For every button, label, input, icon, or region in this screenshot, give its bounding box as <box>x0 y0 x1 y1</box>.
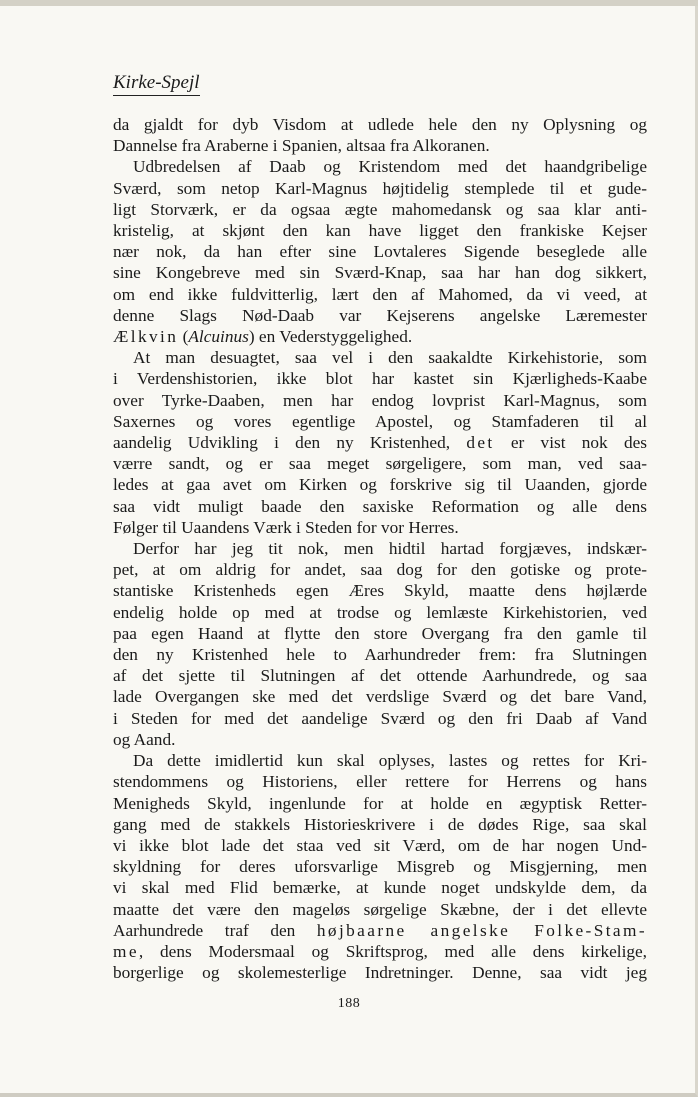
spaced-emphasis: me <box>113 941 139 961</box>
text-line: Dannelse fra Araberne i Spanien, altsaa fra Alkoranen. <box>113 136 490 156</box>
text-line: værre sandt, og er saa meget sørgeligere, som man, ved saa- <box>113 454 647 474</box>
text-line: Da dette imidlertid kun skal oplyses, lastes og rettes for Kri- <box>133 751 647 771</box>
text-line: pet, at om aldrig for andet, saa dog for den gotiske og prote- <box>113 560 647 580</box>
text-line: ligt Storværk, er da ogsaa ægte mahomedansk og saa klar anti- <box>113 199 647 219</box>
text-line: og Aand. <box>113 729 176 749</box>
text-line: maatte det være den mageløs sørgelige Skæbne, der i det ellevte <box>113 899 647 919</box>
text-line: aandelig Udvikling i den ny Kristenhed, det er vist nok des <box>113 433 647 453</box>
text-line: Sværd, som netop Karl-Magnus højtidelig stemplede til et gude- <box>113 178 647 198</box>
text-line: stendommens og Historiens, eller rettere for Herrens og hans <box>113 772 647 792</box>
spaced-emphasis: højbaarne angelske Folke-Stam- <box>316 920 647 940</box>
text-line: kristelig, at skjønt den kan have ligget den frankiske Kejser <box>113 221 647 241</box>
text-line: skyldning for deres uforsvarlige Misgreb og Misgjerning, men <box>113 857 647 877</box>
page-number: 188 <box>337 996 361 1011</box>
text-line: ledes at gaa avet om Kirken og forskrive sig til Uaanden, gjorde <box>113 475 647 495</box>
text-line: Ælkvin (Alcuinus) en Vederstyggelighed. <box>113 327 413 347</box>
text-line: paa egen Haand at flytte den store Overgang fra den gamle til <box>113 623 647 643</box>
page-top-edge <box>0 0 698 6</box>
latin-name: Alcuinus <box>188 327 249 347</box>
text-line: da gjaldt for dyb Visdom at udlede hele den ny Oplysning og <box>113 115 647 134</box>
text-line: nær nok, da han efter sine Lovtaleres Sigende beseglede alle <box>113 242 647 262</box>
text-line: Derfor har jeg tit nok, men hidtil hartad forgjæves, indskær- <box>133 539 647 559</box>
text-line: over Tyrke-Daaben, men har endog lovprist Karl-Magnus, som <box>113 390 647 410</box>
text-line: Aarhundrede traf den højbaarne angelske Folke-Stam- <box>113 920 647 940</box>
text-line: saa vidt muligt baade den saxiske Reformation og alle dens <box>113 496 647 516</box>
text-line: gang med de stakkels Historieskrivere i de dødes Rige, saa skal <box>113 814 647 834</box>
text-line: endelig holde op med at trodse og lemlæste Kirkehistorien, ved <box>113 602 647 622</box>
spaced-emphasis: det <box>466 433 495 453</box>
body-text <box>113 114 647 983</box>
text-line: sine Kongebreve med sin Sværd-Knap, saa har han dog sikkert, <box>113 263 647 283</box>
text-line: Menigheds Skyld, ingenlunde for at holde en ægyptisk Retter- <box>113 793 647 813</box>
text-line: i Steden for med det aandelige Sværd og den fri Daab af Vand <box>113 708 647 728</box>
text-line: borgerlige og skolemesterlige Indretninger. Denne, saa vidt jeg <box>113 963 647 983</box>
text-line: At man desuagtet, saa vel i den saakaldte Kirkehistorie, som <box>133 348 647 368</box>
spaced-name: Ælkvin <box>113 327 179 347</box>
text-line: Saxernes og vores egentlige Apostel, og Stamfaderen til al <box>113 411 647 431</box>
text-line: den ny Kristenhed hele to Aarhundreder frem: fra Slutningen <box>113 645 647 665</box>
text-line: Følger til Uaandens Værk i Steden for vor Herres. <box>113 517 459 537</box>
text-line: om end ikke fuldvitterlig, lært den af Mahomed, da vi veed, at <box>113 284 647 304</box>
text-line: vi skal med Flid bemærke, at kunde noget undskylde dem, da <box>113 878 647 898</box>
text-line: lade Overgangen ske med det verdslige Sværd og det bare Vand, <box>113 687 647 707</box>
text-line: stantiske Kristenheds egen Æres Skyld, maatte dens højlærde <box>113 581 647 601</box>
running-header: Kirke-Spejl <box>113 72 200 96</box>
text-line: denne Slags Nød-Daab var Kejserens angelske Læremester <box>113 305 647 325</box>
text-line: Udbredelsen af Daab og Kristendom med det haandgribelige <box>133 157 647 177</box>
text-line: me, dens Modersmaal og Skriftsprog, med alle dens kirkelige, <box>113 941 647 961</box>
text-line: i Verdenshistorien, ikke blot har kastet sin Kjærligheds-Kaabe <box>113 369 647 389</box>
text-line: vi ikke blot lade det staa ved sit Værd, om de har nogen Und- <box>113 835 647 855</box>
text-line: af det sjette til Slutningen af det ottende Aarhundrede, og saa <box>113 666 647 686</box>
